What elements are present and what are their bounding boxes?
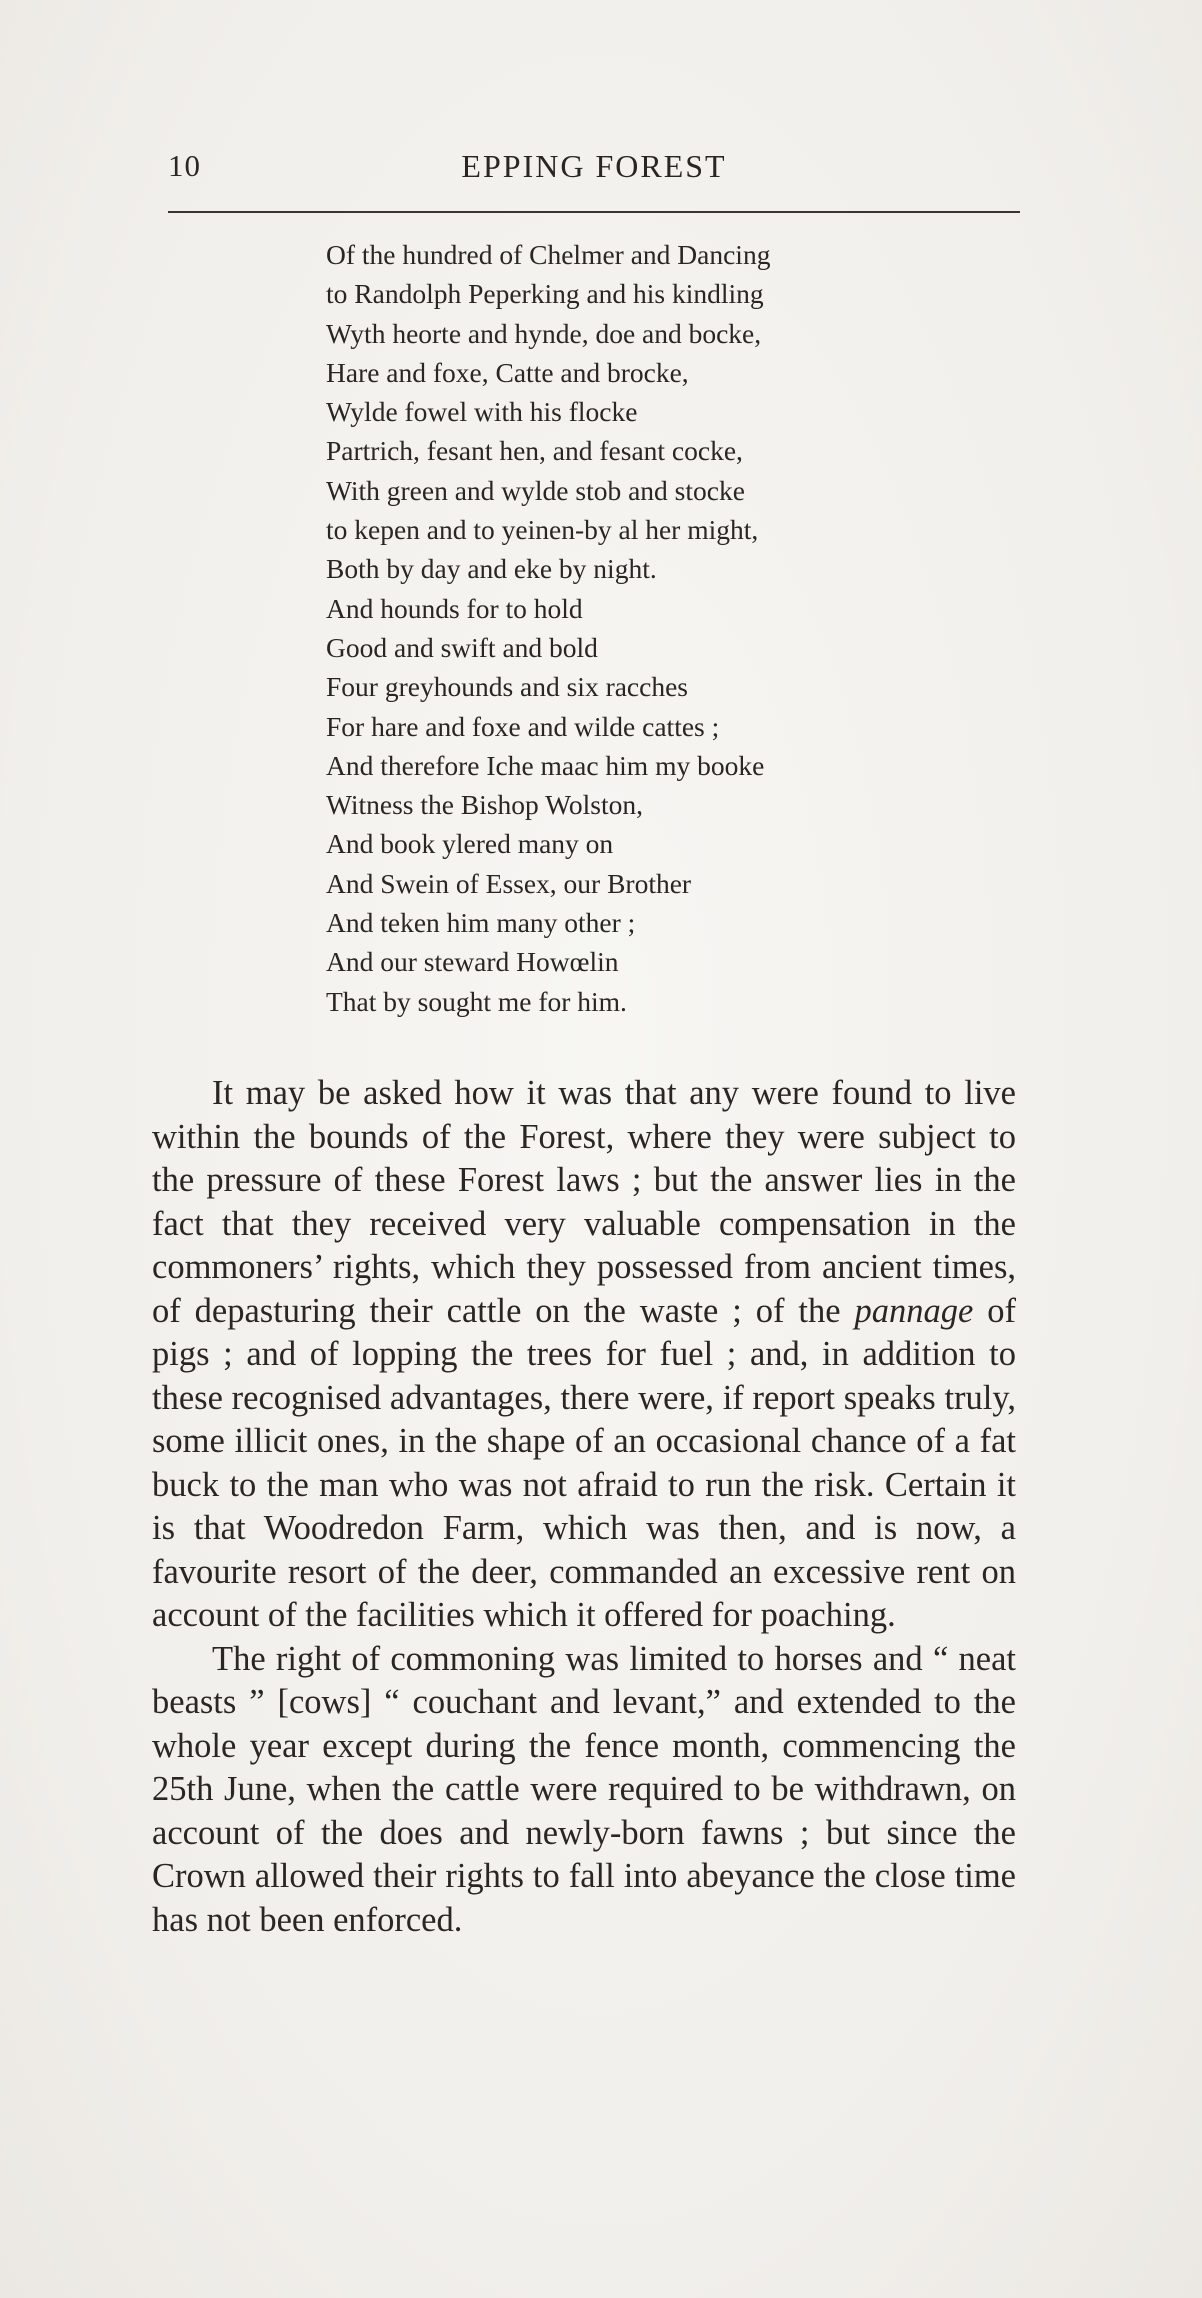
verse-line: to kepen and to yeinen-by al her might,: [326, 514, 759, 546]
verse-line: Of the hundred of Chelmer and Dancing: [326, 239, 771, 270]
verse-line: Wyth heorte and hynde, doe and bocke,: [326, 317, 762, 349]
paragraph: The right of commoning was limited to horses and “ neat beasts ” [cows] “ couchant and levant,” and extended to the whole year except during the fence month, commencing the 25th June, when the cattle were required to be withdrawn, on account of the does and newly-born fawns ; but since the Crown allowed their rights to fall into abeyance the close time has not been enforced.: [152, 1639, 1016, 1939]
verse-line: Wylde fowel with his flocke: [326, 396, 638, 428]
verse-line: Both by day and eke by night.: [326, 553, 657, 585]
running-head: EPPING FOREST: [461, 148, 727, 184]
page-number: 10: [168, 148, 201, 183]
verse-line: And Swein of Essex, our Brother: [326, 867, 692, 899]
paragraph-text: It may be asked how it was that any were found to live within the bounds of the Forest, where they were subject to the pressure of these Forest laws ; but the answer lies in the fact that they received very valuable compensation in the commoners’ rights, which they possessed from ancient times, of depasturing their cattle on the waste ; of the: [152, 1074, 1016, 1330]
verse-line: For hare and foxe and wilde cattes ;: [326, 710, 720, 742]
verse-line: And book ylered many on: [326, 828, 614, 860]
header-rule: [168, 211, 1020, 213]
verse-line: Witness the Bishop Wolston,: [326, 789, 644, 821]
verse-block: [326, 235, 966, 1021]
verse-line: With green and wylde stob and stocke: [326, 474, 745, 506]
verse-line: to Randolph Peperking and his kindling: [326, 278, 764, 310]
italic-term: pannage: [854, 1291, 974, 1330]
verse-line: And hounds for to hold: [326, 592, 583, 624]
paragraph-text: of pigs ; and of lopping the trees for fuel ; and, in addition to these recognised advantages, there were, if report speaks truly, some illicit ones, in the shape of an occasional chance of a fat buck to the man who was not afraid to run the risk. Certain it is that Woodredon Farm, which was then, and is now, a favourite resort of the deer, commanded an excessive rent on account of the facilities which it offered for poaching.: [152, 1291, 1016, 1634]
paragraph: [152, 1072, 1016, 1638]
verse-line: That by sought me for him.: [326, 985, 627, 1017]
verse-line: Four greyhounds and six racches: [326, 671, 688, 703]
body-text: [152, 1072, 1016, 1942]
verse-line: And our steward Howœlin: [326, 946, 619, 978]
verse-line: Partrich, fesant hen, and fesant cocke,: [326, 435, 743, 467]
verse-line: And therefore Iche maac him my booke: [326, 749, 765, 781]
verse-line: Hare and foxe, Catte and brocke,: [326, 356, 689, 388]
verse-line: Good and swift and bold: [326, 631, 598, 663]
page-header: [168, 148, 1020, 188]
verse-line: And teken him many other ;: [326, 907, 636, 939]
